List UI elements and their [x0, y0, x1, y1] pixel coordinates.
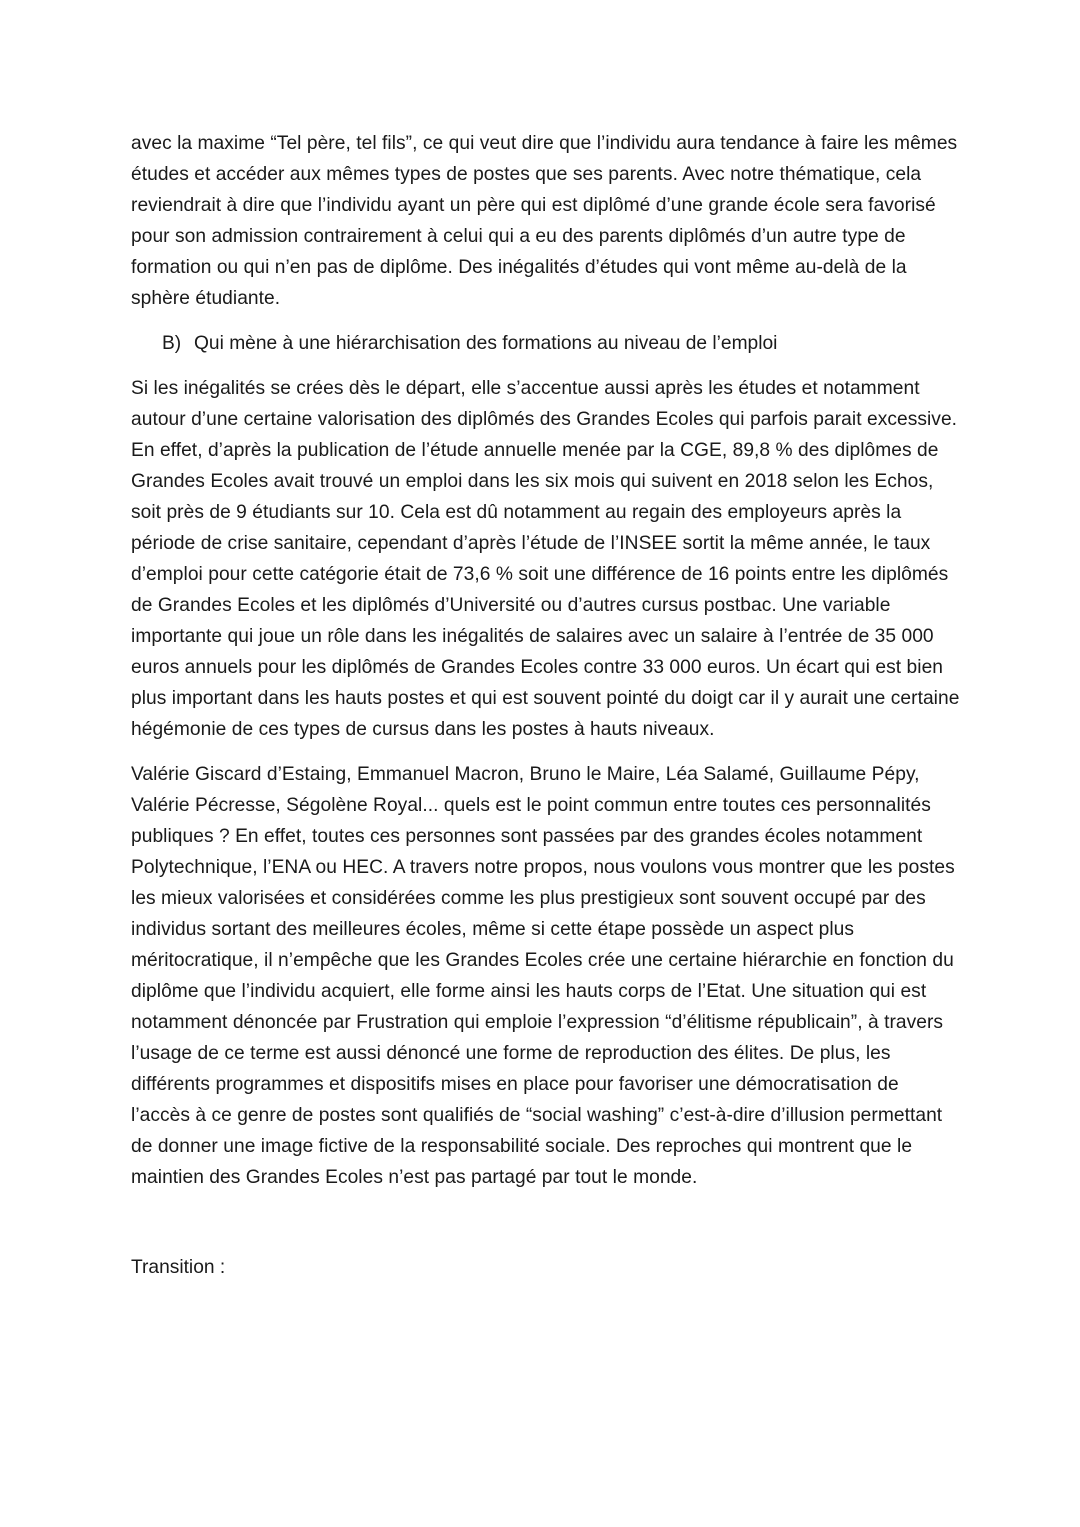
paragraph-public-figures: Valérie Giscard d’Estaing, Emmanuel Macron, Bruno le Maire, Léa Salamé, Guillaume Pépy, Valérie Pécresse, Ségolène Royal... quels est le point commun entre toutes ces personnalités publiques ? En effet, toutes ces personnes sont passées par des grandes écoles notamment Polytechnique, l’ENA ou HEC. A travers notre propos, nous voulons vous montrer que les postes les mieux valorisées et considérées comme les plus prestigieux sont souvent occupé par des individus sortant des meilleures écoles, même si cette étape possède un aspect plus méritocratique, il n’empêche que les Grandes Ecoles crée une certaine hiérarchie en fonction du diplôme que l’individu acquiert, elle forme ainsi les hauts corps de l’Etat. Une situation qui est notamment dénoncée par Frustration qui emploie l’expression “d’élitisme républicain”, à travers l’usage de ce terme est aussi dénoncé une forme de reproduction des élites. De plus, les différents programmes et dispositifs mises en place pour favoriser une démocratisation de l’accès à ce genre de postes sont qualifiés de “social washing” c’est-à-dire d’illusion permettant de donner une image fictive de la responsabilité sociale. Des reproches qui montrent que le maintien des Grandes Ecoles n’est pas partagé par tout le monde. [131, 764, 955, 1188]
paragraph-employment-inequalities: Si les inégalités se crées dès le départ, elle s’accentue aussi après les études et notamment autour d’une certaine valorisation des diplômés des Grandes Ecoles qui parfois parait excessive. En effet, d’après la publication de l’étude annuelle menée par la CGE, 89,8 % des diplômes de Grandes Ecoles avait trouvé un emploi dans les six mois qui suivent en 2018 selon les Echos, soit près de 9 étudiants sur 10. Cela est dû notamment au regain des employeurs après la période de crise sanitaire, cependant d’après l’étude de l’INSEE sortit la même année, le taux d’emploi pour cette catégorie était de 73,6 % soit une différence de 16 points entre les diplômés de Grandes Ecoles et les diplômés d’Université ou d’autres cursus postbac. Une variable importante qui joue un rôle dans les inégalités de salaires avec un salaire à l’entrée de 35 000 euros annuels pour les diplômés de Grandes Ecoles contre 33 000 euros. Un écart qui est bien plus important dans les hauts postes et qui est souvent pointé du doigt car il y aurait une certaine hégémonie de ces types de cursus dans les postes à hauts niveaux. [131, 378, 960, 740]
transition-label: Transition : [131, 1257, 226, 1278]
paragraph-intro-continuation: avec la maxime “Tel père, tel fils”, ce qui veut dire que l’individu aura tendance à faire les mêmes études et accéder aux mêmes types de postes que ses parents. Avec notre thématique, cela reviendrait à dire que l’individu ayant un père qui est diplômé d’une grande école sera favorisé pour son admission contrairement à celui qui a eu des parents diplômés d’un autre type de formation ou qui n’en pas de diplôme. Des inégalités d’études qui vont même au-delà de la sphère étudiante. [131, 133, 958, 309]
section-title: Qui mène à une hiérarchisation des formations au niveau de l’emploi [194, 333, 778, 354]
document-body [131, 128, 961, 1283]
section-marker: B) [162, 333, 182, 354]
section-heading-b [162, 328, 961, 359]
